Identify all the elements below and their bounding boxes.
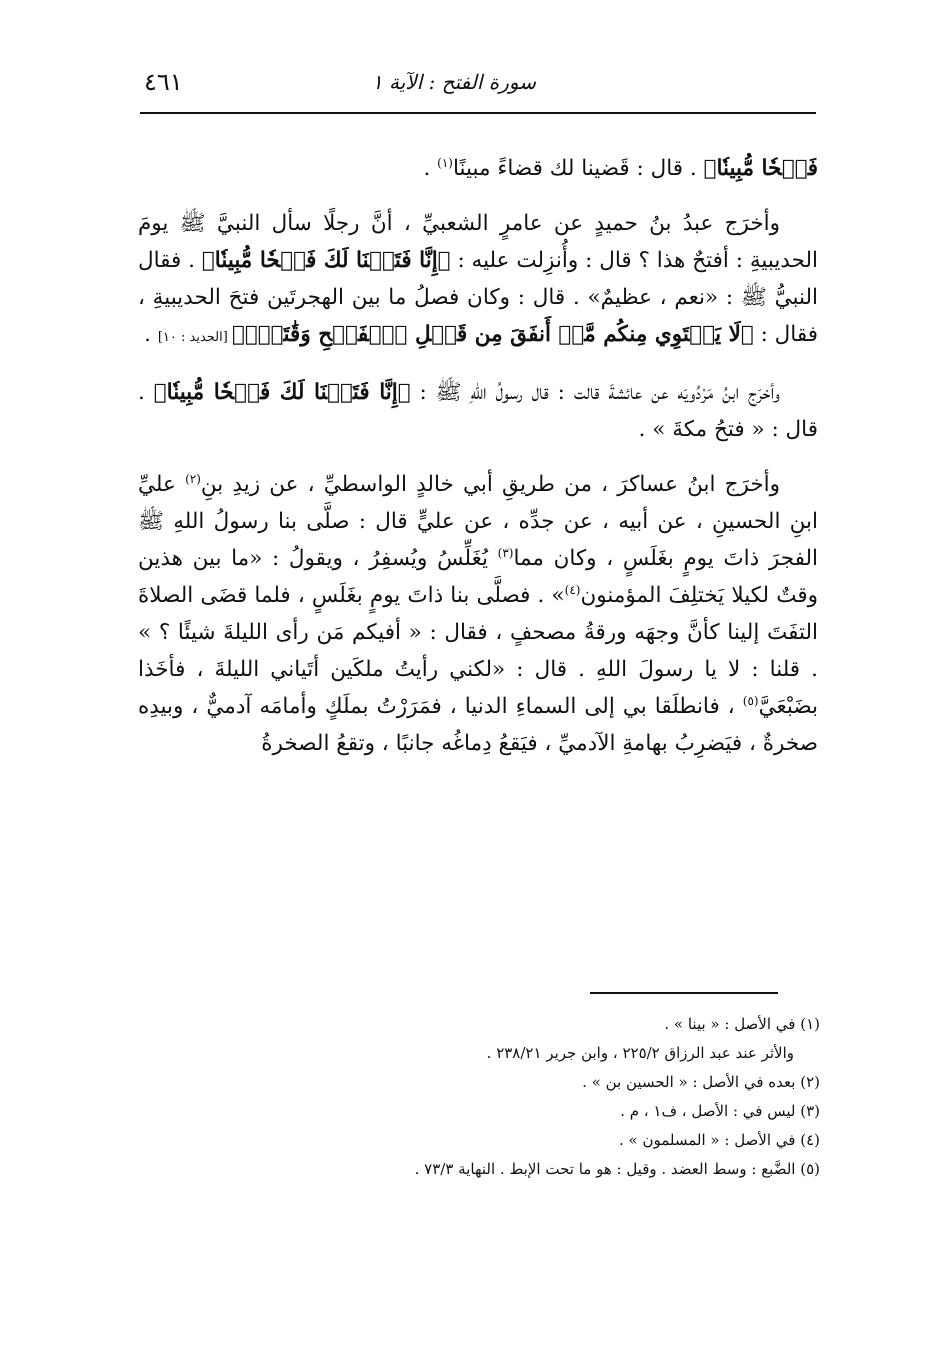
footnote: (١) في الأصل : « بينا » .: [664, 1015, 820, 1033]
footnote-ref: (٢): [185, 471, 201, 486]
paragraph-text: عليِّ ابنِ الحسينِ ، عن أبيه ، عن جدِّه ، عن عليٍّ قال : صلَّى بنا رسولُ اللهِ ﷺ الفجرَ ذاتَ يومٍ بغَلَسٍ ، وكان مما: [138, 472, 819, 571]
quran-verse: ﴿إِنَّا فَتَحۡنَا لَكَ فَتۡحٗا مُّبِينٗا﴾: [201, 248, 451, 273]
paragraph-text: وأخرَج ابنُ عساكرَ ، من طريقِ أبي خالدٍ الواسطيِّ ، عن زيدِ بنِ: [200, 472, 781, 497]
footnote: (٢) بعده في الأصل : « الحسين بن » .: [582, 1073, 820, 1091]
running-head: سورة الفتح : الآية ١: [371, 70, 536, 94]
paragraph-text: .: [144, 322, 158, 347]
paragraph-text: . قال : « فتحُ مكةَ » .: [138, 380, 818, 442]
quran-verse: فَتۡحٗا مُّبِينٗا﴾: [703, 156, 818, 181]
footnote-ref: (٥): [742, 693, 759, 708]
quran-verse: ﴿لَا يَسۡتَوِي مِنكُم مَّنۡ أَنفَقَ مِن قَبۡلِ ٱلۡفَتۡحِ وَقَٰتَلَۚ﴾: [231, 322, 754, 347]
paragraph-text: . فقال النبيُّ ﷺ : «نعم ، عظيمٌ» . قال : وكان فصلُ ما بين الهجرتَين فتحَ الحديبيةِ ، فقال :: [138, 248, 818, 347]
footnote: (٥) الضَّبع : وسط العضد . وقيل : هو ما تحت الإبط . النهاية ٧٣/٣ .: [414, 1160, 820, 1178]
page-header: [140, 68, 816, 104]
paragraph-text: وأخرَج عبدُ بنُ حميدٍ عن عامرٍ الشعبيِّ ، أنَّ رجلًا سأل النبيَّ ﷺ يومَ الحديبيةِ : أفتحٌ هذا ؟ قال : وأُنزِلت عليه :: [138, 211, 818, 273]
footnote-ref: (١): [437, 155, 453, 170]
paragraph-text: . قال : قَضينا لك قضاءً مبينًا: [452, 156, 704, 181]
main-text: [138, 150, 818, 762]
paragraph-2: [138, 205, 818, 356]
paragraph-text: وأخرَج ابنُ مَرْدُويَه عن عائشةَ قالت : قال رسولُ اللهِ ﷺ :: [410, 380, 781, 405]
paragraph-text: ، فانطلَقا بي إلى السماءِ الدنيا ، فمَرَرْتُ بملَكٍ وأمامَه آدميٌّ ، وبيدِه صخرةٌ ، فيَضرِبُ بهامةِ الآدميِّ ، فيَقعُ دِماغُه جانبًا ، وتقعُ الصخرةُ: [138, 694, 818, 756]
footnote-ref: (٣): [497, 545, 514, 560]
paragraph-3: [138, 374, 818, 448]
paragraph-4: [138, 466, 818, 762]
footnote-rule: [590, 992, 778, 994]
header-rule: [140, 112, 816, 114]
footnote: (٣) ليس في : الأصل ، ف١ ، م .: [620, 1102, 820, 1120]
paragraph-text: .: [423, 156, 438, 181]
paragraph-text: » . فصلَّى بنا ذاتَ يومٍ بغَلَسٍ ، فلما قضَى الصلاةَ التفَتَ إلينا كأنَّ وجهَه ورقةُ مصحفٍ ، فقال : « أفيكم مَن رأى الليلةَ شيئًا ؟ » . قلنا : لا يا رسولَ اللهِ . قال : «لكني رأيتُ ملكَين أتَياني الليلةَ ، فأخَذا بضَبْعَيَّ: [138, 583, 818, 719]
page-number: ٤٦١: [144, 68, 183, 96]
footnotes: [200, 1010, 820, 1184]
footnote-ref: (٤): [564, 582, 581, 597]
footnote: والأثر عند عبد الرزاق ٢٢٥/٢ ، وابن جرير ٢٣٨/٢١ .: [486, 1044, 794, 1062]
paragraph-text: يُغَلِّسُ ويُسفِرُ ، ويقولُ : «ما بين هذين وقتٌ لكيلا يَختلِفَ المؤمنون: [138, 546, 818, 608]
paragraph-1: [138, 150, 818, 187]
footnote: (٤) في الأصل : « المسلمون » .: [618, 1131, 820, 1149]
quran-verse: ﴿إِنَّا فَتَحۡنَا لَكَ فَتۡحٗا مُّبِينٗا﴾: [153, 380, 411, 405]
verse-citation: [الحديد : ١٠]: [157, 330, 232, 345]
